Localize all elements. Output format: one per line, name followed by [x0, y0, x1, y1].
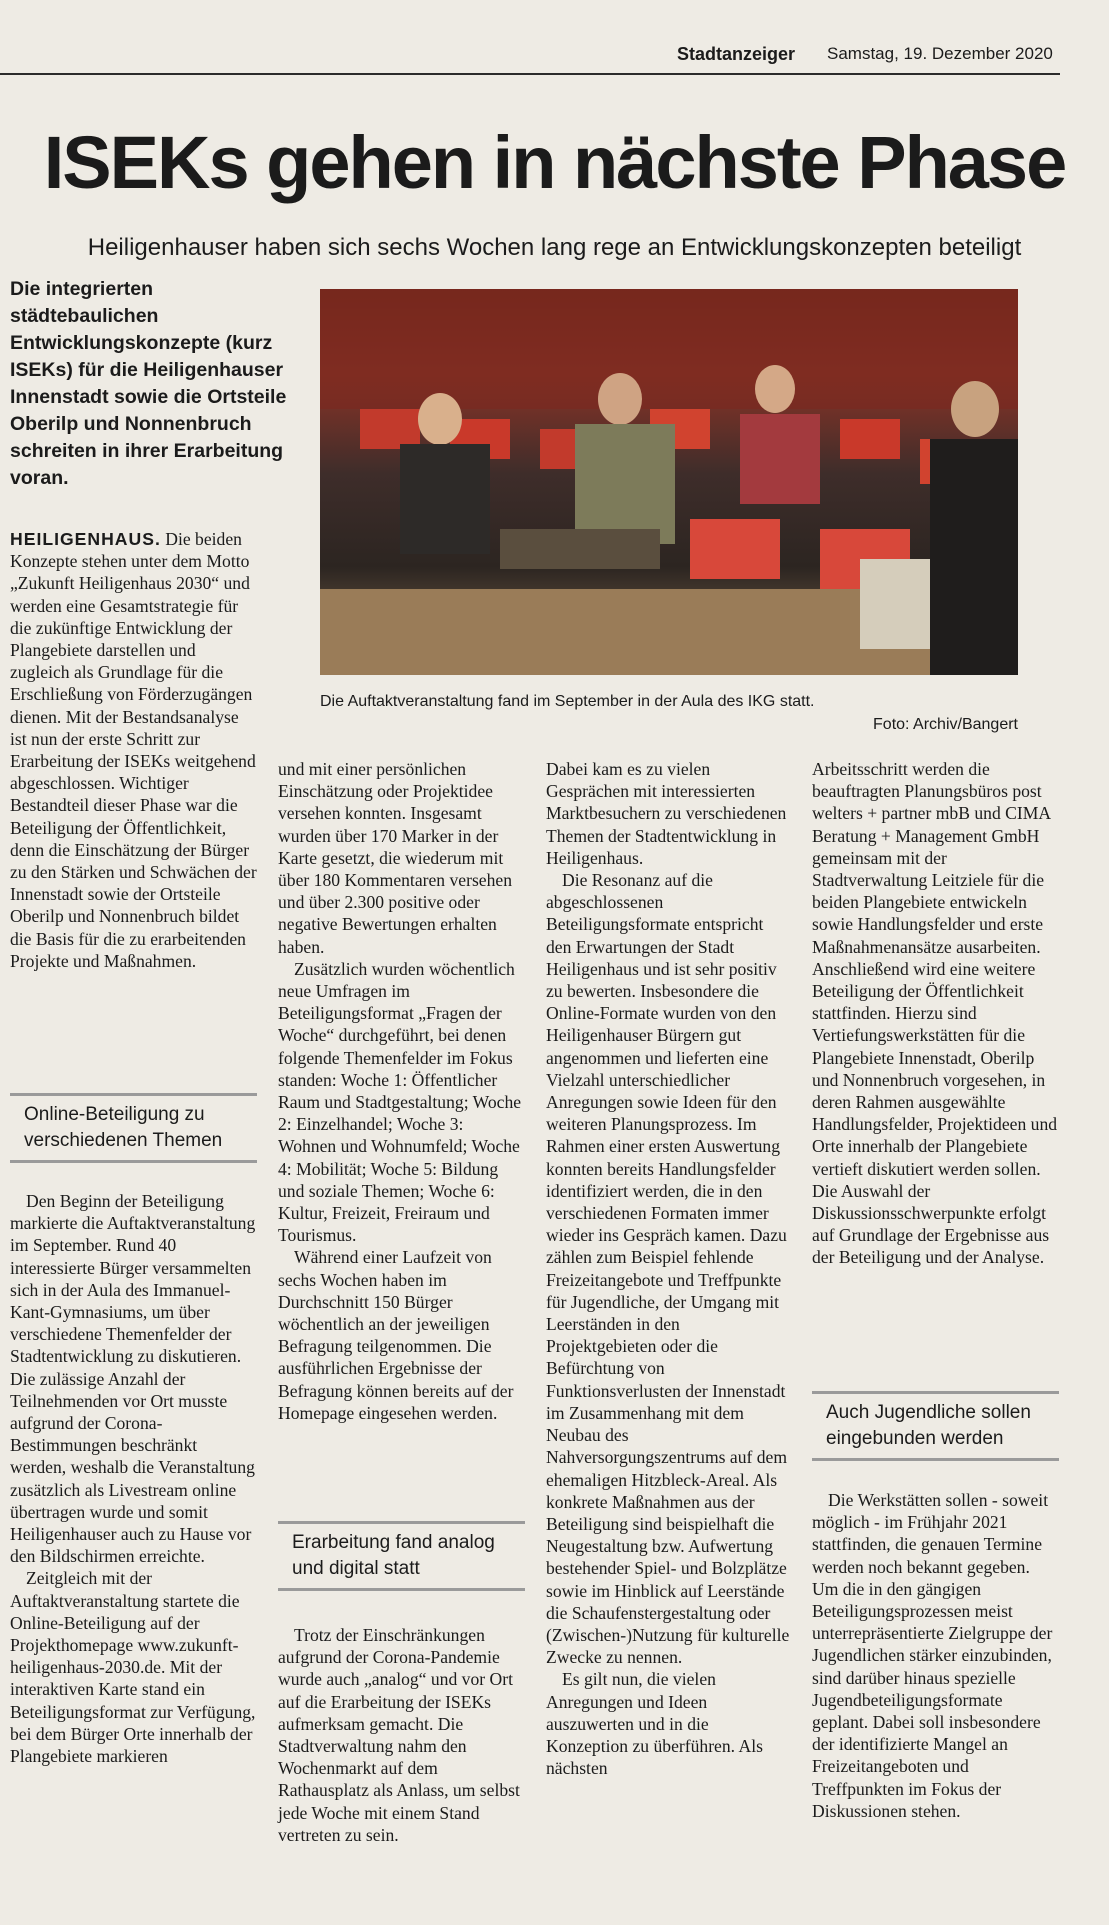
paragraph: und mit einer persönlichen Einschätzung oder Projektidee versehen konnten. Insgesamt wurden über 170 Marker in der Karte gesetzt, die wiederum mit über 180 Kommentaren versehen und über 2.300 positive oder negative Bewertungen erhalten haben. — [278, 759, 513, 957]
paragraph: Die Werkstätten sollen - soweit möglich - im Frühjahr 2021 stattfinden, die genauen Termine werden noch bekannt gegeben. Um die in den gängigen Beteiligungsprozessen meist unterrepräsentierte Zielgruppe der Jugendlichen stärker einzubinden, sind darüber hinaus spezielle Jugendbeteiligungsformate geplant. Dabei soll insbesondere der identifizierte Mangel an Freizeitangeboten und Treffpunkten im Fokus der Diskussionen stehen. — [812, 1490, 1053, 1821]
event-photo — [320, 289, 1018, 675]
dateline: HEILIGENHAUS. — [10, 529, 161, 549]
headline: ISEKs gehen in nächste Phase — [43, 121, 1066, 204]
article-column-2 — [278, 758, 525, 1424]
article-column-3 — [546, 758, 793, 1779]
paragraph: Zusätzlich wurden wöchentlich neue Umfragen im Beteiligungsformat „Fragen der Woche“ durchgeführt, bei denen folgende Themenfelder im Fokus standen: Woche 1: Öffentlicher Raum und Stadtgestaltung; Woche 2: Einzelhandel; Woche 3: Wohnen und Wohnumfeld; Woche 4: Mobilität; Woche 5: Bildung und soziale Themen; Woche 6: Kultur, Freizeit, Freiraum und Tourismus. — [278, 958, 522, 1246]
subhead-online-beteiligung: Online-Beteiligung zu verschiedenen Themen — [10, 1093, 257, 1163]
subhead-analog-digital: Erarbeitung fand analog und digital statt — [278, 1521, 525, 1591]
paragraph: Während einer Laufzeit von sechs Wochen haben im Durchschnitt 150 Bürger wöchentlich an der jeweiligen Befragung teilgenommen. Die ausführlichen Ergebnisse der Befragung können bereits auf der Homepage eingesehen werden. — [278, 1247, 514, 1423]
issue-date: Samstag, 19. Dezember 2020 — [827, 44, 1053, 63]
paragraph: Zeitgleich mit der Auftaktveranstaltung startete die Online-Beteiligung auf der Projekthomepage www.zukunft-heiligenhaus-2030.de. Mit der interaktiven Karte stand ein Beteiligungsformat zur Verfügung, bei dem Bürger Orte innerhalb der Plangebiete markieren — [10, 1568, 256, 1767]
paragraph: Den Beginn der Beteiligung markierte die Auftaktveranstaltung im September. Rund 40 interessierte Bürger versammelten sich in der Aula des Immanuel-Kant-Gymnasiums, um über verschiedene Themenfelder der Stadtentwicklung zu diskutieren. Die zulässige Anzahl der Teilnehmenden vor Ort musste aufgrund der Corona-Bestimmungen beschränkt werden, weshalb die Veranstaltung zusätzlich als Livestream online übertragen wurde und somit Heiligenhauser auch zu Hause vor den Bildschirmen erreichte. — [10, 1191, 256, 1567]
photo-credit: Foto: Archiv/Bangert — [873, 716, 1018, 733]
masthead-rule — [0, 73, 1060, 75]
subhead-jugendliche: Auch Jugendliche sollen eingebunden werden — [812, 1391, 1059, 1461]
article-lead: Die integrierten städtebaulichen Entwicklungskonzepte (kurz ISEKs) für die Heiligenhauser Innenstadt sowie die Ortsteile Oberilp und Nonnenbruch schreiten in ihrer Erarbeitung voran. — [10, 278, 287, 489]
article-column-1 — [10, 528, 257, 972]
paragraph: Arbeitsschritt werden die beauftragten Planungsbüros post welters + partner mbB und CIMA Beratung + Management GmbH gemeinsam mit der Stadtverwaltung Leitziele für die beiden Plangebiete entwickeln sowie Handlungsfelder und erste Maßnahmenansätze ausarbeiten. Anschließend wird eine weitere Beteiligung der Öffentlichkeit stattfinden. Hierzu sind Vertiefungswerkstätten für die Plangebiete Innenstadt, Oberilp und Nonnenbruch vorgesehen, in deren Rahmen ausgewählte Handlungsfelder, Projektideen und Orte innerhalb der Plangebiete vertieft diskutiert werden sollen. Die Auswahl der Diskussionsschwerpunkte erfolgt auf Grundlage der Ergebnisse aus der Beteiligung und der Analyse. — [812, 759, 1058, 1268]
article-column-1b — [10, 1190, 257, 1767]
article-column-4 — [812, 758, 1059, 1269]
paragraph: Es gilt nun, die vielen Anregungen und Ideen auszuwerten und in die Konzeption zu überführen. Als nächsten — [546, 1669, 763, 1779]
article-column-4b — [812, 1489, 1059, 1822]
photo-illustration — [320, 289, 1018, 675]
paragraph: Die Resonanz auf die abgeschlossenen Beteiligungsformate entspricht den Erwartungen der Stadt Heiligenhaus und ist sehr positiv zu bewerten. Insbesondere die Online-Formate wurden von den Heiligenhauser Bürgern gut angenommen und lieferten eine Vielzahl unterschiedlicher Anregungen sowie Ideen für den weiteren Planungsprozess. Im Rahmen einer ersten Auswertung konnten bereits Handlungsfelder identifiziert werden, die in den verschiedenen Formaten immer wieder ins Gespräch kamen. Dazu zählen zum Beispiel fehlende Freizeitangebote und Treffpunkte für Jugendliche, der Umgang mit Leerständen in den Projektgebieten oder die Befürchtung von Funktionsverlusten der Innenstadt im Zusammenhang mit dem Neubau des Nahversorgungszentrums auf dem ehemaligen Hitzbleck-Areal. Als konkrete Maßnahmen aus der Beteiligung sind beispielhaft die Neugestaltung bzw. Aufwertung bestehender Spiel- und Bolzplätze sowie im Hinblick auf Leerstände die Schaufenstergestaltung oder (Zwischen-)Nutzung für kulturelle Zwecke zu nennen. — [546, 870, 790, 1668]
subheadline: Heiligenhauser haben sich sechs Wochen lang rege an Entwicklungskonzepten beteiligt — [87, 234, 1022, 261]
article-column-2b — [278, 1624, 525, 1846]
paragraph: Dabei kam es zu vielen Gesprächen mit interessierten Marktbesuchern zu verschiedenen Themen der Stadtentwicklung in Heiligenhaus. — [546, 759, 787, 868]
newspaper-name: Stadtanzeiger — [677, 44, 796, 64]
paragraph-1 — [10, 528, 257, 972]
photo-caption: Die Auftaktveranstaltung fand im September in der Aula des IKG statt. — [320, 693, 815, 710]
paragraph-1-text: Die beiden Konzepte stehen unter dem Motto „Zukunft Heiligenhaus 2030“ und werden eine Gesamtstrategie für die zukünftige Entwicklung der Plangebiete darstellen und zugleich als Grundlage für die Erschließung von Förderzugängen dienen. Mit der Bestandsanalyse ist nun der erste Schritt zur Erarbeitung der ISEKs weitgehend abgeschlossen. Wichtiger Bestandteil dieser Phase war die Beteiligung der Öffentlichkeit, denn die Einschätzung der Bürger zu den Stärken und Schwächen der Innenstadt sowie der Ortsteile Oberilp und Nonnenbruch bildet die Basis für die zu erarbeitenden Projekte und Maßnahmen. — [10, 529, 257, 971]
paragraph: Trotz der Einschränkungen aufgrund der Corona-Pandemie wurde auch „analog“ und vor Ort auf die Erarbeitung der ISEKs aufmerksam gemacht. Die Stadtverwaltung nahm den Wochenmarkt auf dem Rathausplatz als Anlass, um selbst jede Woche mit einem Stand vertreten zu sein. — [278, 1625, 520, 1845]
